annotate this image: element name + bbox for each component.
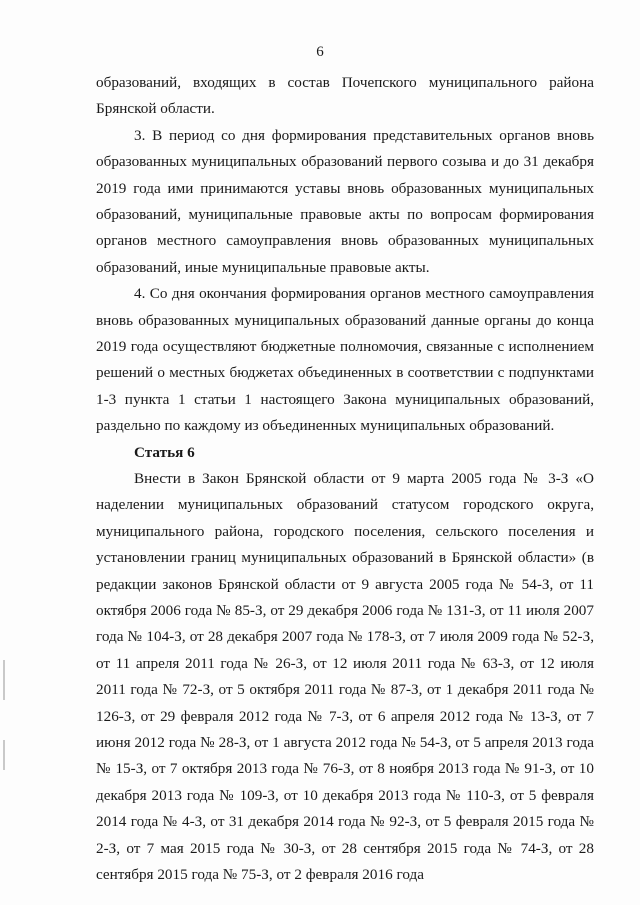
- paragraph-item-3: 3. В период со дня формирования представительных органов вновь образованных муниципальных образований первого созыва и до 31 декабря 2019 года ими принимаются уставы вновь образованных муниципальных образований, муниципальные правовые акты по вопросам формирования органов местного самоуправления вновь образованных муниципальных образований, иные муниципальные правовые акты.: [96, 126, 594, 276]
- scan-edge-mark: [3, 740, 5, 770]
- scan-edge-mark: [3, 660, 5, 700]
- page-number: 6: [316, 44, 324, 60]
- article-paragraph: Внести в Закон Брянской области от 9 марта 2005 года № 3-З «О наделении муниципальных образований статусом городского округа, муниципального района, городского поселения, сельского поселения и установлении границ муниципальных образований в Брянской области» (в редакции законов Брянской области от 9 августа 2005 года № 54-З, от 11 октября 2006 года № 85-З, от 29 декабря 2006 года № 131-З, от 11 июля 2007 года № 104-З, от 28 декабря 2007 года № 178-З, от 7 июля 2009 года № 52-З, от 11 апреля 2011 года № 26-З, от 12 июля 2011 года № 63-З, от 12 июля 2011 года № 72-З, от 5 октября 2011 года № 87-З, от 1 декабря 2011 года № 126-З, от 29 февраля 2012 года № 7-З, от 6 апреля 2012 года № 13-З, от 7 июня 2012 года № 28-З, от 1 августа 2012 года № 54-З, от 5 апреля 2013 года № 15-З, от 7 октября 2013 года № 76-З, от 8 ноября 2013 года № 91-З, от 10 декабря 2013 года № 109-З, от 10 декабря 2013 года № 110-З, от 5 февраля 2014 года № 4-З, от 31 декабря 2014 года № 92-З, от 5 февраля 2015 года № 2-З, от 7 мая 2015 года № 30-З, от 28 сентября 2015 года № 74-З, от 28 сентября 2015 года № 75-З, от 2 февраля 2016 года: [96, 470, 594, 884]
- body-text-top: [96, 70, 594, 440]
- paragraph-continuation: образований, входящих в состав Почепского муниципального района Брянской области.: [96, 74, 594, 118]
- article-heading: Статья 6: [134, 444, 195, 461]
- paragraph-item-4: 4. Со дня окончания формирования органов местного самоуправления вновь образованных муниципальных образований данные органы до конца 2019 года осуществляют бюджетные полномочия, связанные с исполнением решений о местных бюджетах объединенных в соответствии с подпунктами 1-3 пункта 1 статьи 1 настоящего Закона муниципальных образований, раздельно по каждому из объединенных муниципальных образований.: [96, 285, 594, 435]
- body-text-article: [96, 466, 594, 889]
